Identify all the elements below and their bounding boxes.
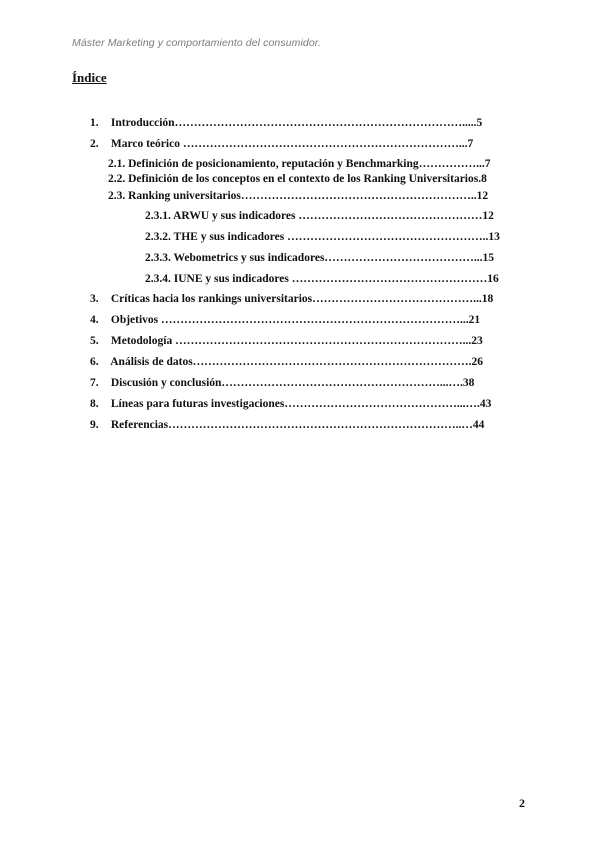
toc-entry-text: 2.3.1. ARWU y sus indicadores …………………………………………12 bbox=[145, 210, 494, 222]
page-number: 2 bbox=[519, 796, 525, 810]
toc-entry-2-1[interactable] bbox=[108, 157, 491, 171]
toc-entry-text: Introducción………………………………………………………………….....5 bbox=[110, 117, 483, 129]
toc-entry-8[interactable] bbox=[90, 397, 491, 411]
toc-entry-text: 2.1. Definición de posicionamiento, reputación y Benchmarking……………...7 bbox=[108, 158, 491, 170]
toc-title: Índice bbox=[72, 70, 107, 85]
toc-entry-number: 2. bbox=[90, 138, 99, 150]
toc-entry-text: Críticas hacia los rankings universitarios……………………………………...18 bbox=[110, 293, 494, 305]
toc-entry-number: 8. bbox=[90, 398, 99, 410]
toc-entry-2-3[interactable] bbox=[108, 189, 488, 203]
toc-entry-text: Metodología …………………………………………………………………...23 bbox=[110, 335, 483, 347]
toc-entry-text: Análisis de datos……………………………………………………………….26 bbox=[110, 356, 484, 368]
toc-entry-number: 4. bbox=[90, 314, 99, 326]
toc-entry-text: 2.3. Ranking universitarios……………………………………………………..12 bbox=[108, 190, 489, 202]
toc-entry-text: Líneas para futuras investigaciones………………………………………...….43 bbox=[110, 398, 492, 410]
toc-entry-2[interactable] bbox=[90, 137, 473, 151]
toc-entry-9[interactable] bbox=[90, 418, 484, 432]
toc-entry-5[interactable] bbox=[90, 334, 483, 348]
toc-entry-2-3-4[interactable] bbox=[145, 272, 499, 286]
toc-entry-text: 2.3.4. IUNE y sus indicadores ……………………………………………16 bbox=[145, 273, 499, 285]
toc-entry-text: 2.2. Definición de los conceptos en el contexto de los Ranking Universitarios.8 bbox=[108, 173, 487, 185]
toc-entry-7[interactable] bbox=[90, 376, 474, 390]
toc-entry-2-3-3[interactable] bbox=[145, 251, 494, 265]
toc-entry-4[interactable] bbox=[90, 313, 480, 327]
toc-entry-number: 5. bbox=[90, 335, 99, 347]
toc-entry-3[interactable] bbox=[90, 292, 493, 306]
running-header: Máster Marketing y comportamiento del consumidor. bbox=[72, 37, 322, 49]
toc-entry-2-2[interactable] bbox=[108, 172, 487, 186]
toc-entry-2-3-2[interactable] bbox=[145, 230, 500, 244]
toc-entry-2-3-1[interactable] bbox=[145, 209, 494, 223]
toc-entry-1[interactable] bbox=[90, 116, 482, 130]
toc-entry-text: Discusión y conclusión…………………………………………………...….38 bbox=[110, 377, 475, 389]
toc-entry-text: Referencias…………………………………………………………………..…44 bbox=[110, 419, 485, 431]
toc-entry-text: 2.3.2. THE y sus indicadores ……………………………………………..13 bbox=[145, 231, 500, 243]
toc-entry-text: Objetivos ……………………………………………………………………...21 bbox=[110, 314, 481, 326]
toc-entry-number: 3. bbox=[90, 293, 99, 305]
toc-entry-6[interactable] bbox=[90, 355, 483, 369]
toc-entry-number: 9. bbox=[90, 419, 99, 431]
toc-entry-text: Marco teórico ………………………………………………………………...7 bbox=[110, 138, 474, 150]
toc-entry-number: 1. bbox=[90, 117, 99, 129]
toc-entry-number: 7. bbox=[90, 377, 99, 389]
toc-entry-text: 2.3.3. Webometrics y sus indicadores…………………………………...15 bbox=[145, 252, 495, 264]
toc-entry-number: 6. bbox=[90, 356, 99, 368]
